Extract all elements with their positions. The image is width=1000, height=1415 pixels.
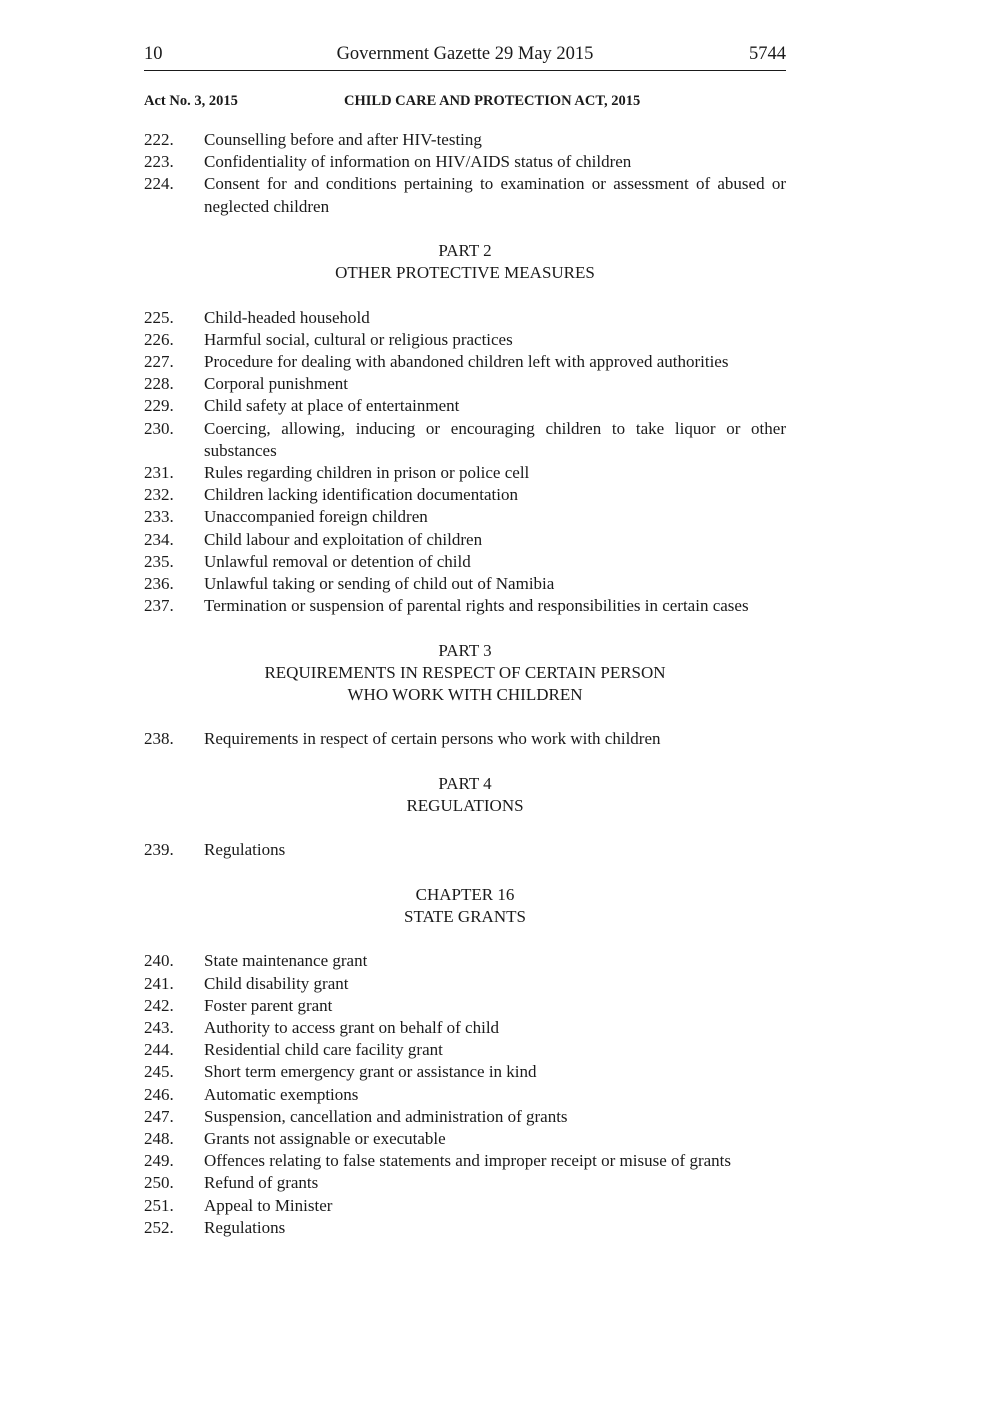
section-entry (144, 595, 786, 617)
section-number: 237. (144, 596, 174, 616)
section-number: 234. (144, 529, 174, 549)
section-title: Refund of grants (204, 1173, 319, 1193)
section-number: 251. (144, 1195, 174, 1215)
section-title: Consent for and conditions pertaining to examination or assessment of abused or neglected children (204, 174, 786, 216)
section-title: Residential child care facility grant (204, 1040, 443, 1060)
section-title: Procedure for dealing with abandoned children left with approved authorities (204, 352, 729, 371)
section-title: Grants not assignable or executable (204, 1129, 446, 1149)
section-entry (144, 1172, 786, 1194)
section-entry (144, 462, 786, 484)
section-number: 230. (144, 418, 174, 438)
section-entry (144, 573, 786, 595)
section-entry (144, 1195, 786, 1217)
section-entry (144, 1084, 786, 1106)
section-number: 228. (144, 374, 174, 394)
section-title: Child disability grant (204, 973, 349, 993)
section-entry (144, 551, 786, 573)
section-entry (144, 1039, 786, 1061)
section-title: Regulations (204, 1217, 286, 1237)
section-entry (144, 351, 786, 373)
section-number: 233. (144, 507, 174, 527)
section-entry (144, 1106, 786, 1128)
section-number: 231. (144, 463, 174, 483)
part-2-label: PART 2 (438, 241, 492, 260)
section-title: Corporal punishment (204, 374, 349, 394)
section-title: Coercing, allowing, inducing or encouraging children to take liquor or other substances (204, 418, 786, 460)
section-title: Child labour and exploitation of children (204, 529, 483, 549)
section-entry (144, 728, 786, 750)
act-number: Act No. 3, 2015 (144, 93, 238, 109)
section-entry (144, 373, 786, 395)
section-number: 250. (144, 1173, 174, 1193)
section-title: Foster parent grant (204, 995, 333, 1015)
section-entry (144, 151, 786, 173)
section-group-2 (144, 307, 786, 618)
contents-list (144, 129, 786, 1239)
section-entry (144, 973, 786, 995)
section-title: Authority to access grant on behalf of child (204, 1018, 500, 1037)
chapter-16-label: CHAPTER 16 (415, 884, 515, 904)
part-3-title-line-1: REQUIREMENTS IN RESPECT OF CERTAIN PERSON (264, 662, 666, 682)
section-title: Regulations (204, 840, 286, 860)
section-number: 243. (144, 1018, 174, 1037)
section-group-1 (144, 129, 786, 218)
section-title: Termination or suspension of parental rights and responsibilities in certain cases (204, 596, 749, 616)
section-title: Unlawful removal or detention of child (204, 551, 471, 571)
section-entry (144, 506, 786, 528)
section-group-4 (144, 839, 786, 861)
section-number: 226. (144, 329, 174, 349)
section-number: 249. (144, 1151, 174, 1171)
section-title: Requirements in respect of certain persons who work with children (204, 729, 661, 749)
gazette-header (144, 44, 786, 71)
section-entry (144, 307, 786, 329)
section-title: Appeal to Minister (204, 1195, 333, 1215)
section-title: Unlawful taking or sending of child out of Namibia (204, 574, 555, 594)
section-entry (144, 173, 786, 217)
section-title: Automatic exemptions (204, 1084, 359, 1104)
section-number: 223. (144, 152, 174, 172)
section-number: 240. (144, 951, 174, 971)
section-entry (144, 995, 786, 1017)
section-number: 227. (144, 352, 174, 371)
section-number: 248. (144, 1129, 174, 1149)
section-number: 236. (144, 574, 174, 594)
part-3-label: PART 3 (438, 640, 492, 660)
section-number: 252. (144, 1217, 174, 1237)
section-number: 224. (144, 174, 174, 194)
section-entry (144, 1017, 786, 1039)
section-title: State maintenance grant (204, 951, 368, 971)
section-entry (144, 484, 786, 506)
section-number: 222. (144, 130, 174, 149)
section-number: 238. (144, 729, 174, 749)
section-number: 244. (144, 1040, 174, 1060)
section-number: 239. (144, 840, 174, 860)
section-title: Children lacking identification documentation (204, 485, 518, 505)
section-title: Suspension, cancellation and administration of grants (204, 1106, 568, 1126)
act-title: CHILD CARE AND PROTECTION ACT, 2015 (344, 93, 641, 109)
section-number: 225. (144, 307, 174, 327)
part-4-label: PART 4 (438, 773, 492, 793)
section-entry (144, 839, 786, 861)
section-entry (144, 1128, 786, 1150)
section-group-3 (144, 728, 786, 750)
section-number: 232. (144, 485, 174, 505)
section-number: 229. (144, 396, 174, 416)
section-number: 245. (144, 1062, 174, 1082)
chapter-16-title: STATE GRANTS (404, 907, 526, 926)
section-entry (144, 950, 786, 972)
section-number: 247. (144, 1106, 174, 1126)
section-entry (144, 1061, 786, 1083)
section-title: Offences relating to false statements and improper receipt or misuse of grants (204, 1151, 731, 1171)
gazette-number: 5744 (749, 44, 786, 64)
section-title: Rules regarding children in prison or police cell (204, 463, 530, 483)
page-number: 10 (144, 44, 163, 64)
section-entry (144, 1217, 786, 1239)
section-entry (144, 329, 786, 351)
part-3-title-line-2: WHO WORK WITH CHILDREN (347, 685, 583, 705)
section-entry (144, 395, 786, 417)
gazette-title: Government Gazette 29 May 2015 (336, 44, 594, 64)
section-entry (144, 129, 786, 151)
section-title: Child safety at place of entertainment (204, 396, 460, 416)
section-title: Unaccompanied foreign children (204, 507, 428, 527)
section-entry (144, 529, 786, 551)
section-number: 242. (144, 995, 174, 1015)
section-entry (144, 1150, 786, 1172)
section-group-5 (144, 950, 786, 1239)
section-title: Confidentiality of information on HIV/AIDS status of children (204, 152, 632, 172)
section-title: Counselling before and after HIV-testing (204, 130, 482, 149)
section-number: 241. (144, 973, 174, 993)
section-title: Child-headed household (204, 307, 370, 327)
section-entry (144, 418, 786, 462)
part-4-title: REGULATIONS (406, 796, 524, 816)
section-title: Short term emergency grant or assistance in kind (204, 1062, 537, 1082)
part-2-title: OTHER PROTECTIVE MEASURES (335, 263, 595, 283)
section-number: 235. (144, 551, 174, 571)
section-title: Harmful social, cultural or religious practices (204, 329, 513, 349)
section-number: 246. (144, 1084, 174, 1104)
